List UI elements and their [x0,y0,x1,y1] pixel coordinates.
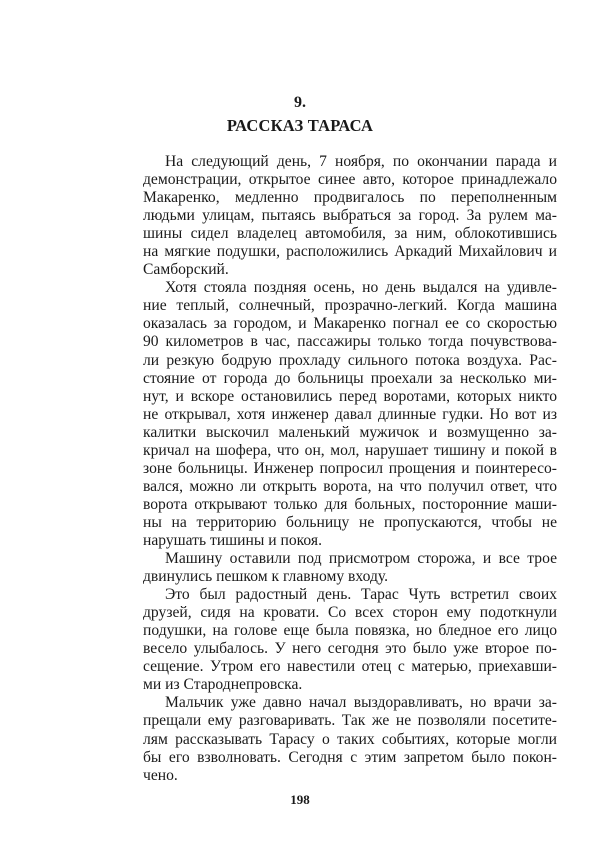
text-line: стояние от города до больницы проехали за несколько ми- [143,369,557,387]
text-line: чено. [143,766,178,784]
text-line: Мальчик уже давно начал выздоравливать, но врачи за- [165,694,557,712]
chapter-title: РАССКАЗ ТАРАСА [226,116,374,135]
chapter-body [143,153,557,785]
text-line: ми из Староднепровска. [143,676,303,694]
text-line: подушки, на голове еще была повязка, но бледное его лицо [143,622,557,640]
text-line: двинулись пешком к главному входу. [143,568,389,586]
text-line: ны на территорию больницу не пропускаются, чтобы не [143,513,557,531]
text-line: кричал на шофера, что он, мол, нарушает тишину и покой в [143,441,557,459]
text-line: лям рассказывать Тарасу о таких событиях, которые могли [143,730,557,748]
text-line: ние теплый, солнечный, прозрачно-легкий. Когда машина [143,297,557,315]
page-number: 198 [290,792,310,807]
paragraph [143,550,557,586]
text-line: На следующий день, 7 ноября, по окончании парада и [165,153,557,170]
text-line: нут, и вскоре остановились перед воротами, которых никто [143,387,557,405]
text-line: шины сидел владелец автомобиля, за ним, облокотившись [143,225,557,243]
text-line: прещали ему разговаривать. Так же не позволяли посетите- [143,712,557,730]
paragraph [143,586,557,694]
text-line: калитки выскочил маленький мужичок и возмущенно за- [143,423,557,441]
text-line: весело улыбалось. У него сегодня это было уже второе по- [143,640,557,658]
chapter-number: 9. [294,94,306,111]
text-line: сещение. Утром его навестили отец с матерью, приехавши- [143,658,557,676]
text-line: Машину оставили под присмотром сторожа, и все трое [165,550,557,568]
text-line: ли резкую бодрую прохладу сильного потока воздуха. Рас- [143,351,557,369]
text-line: Хотя стояла поздняя осень, но день выдался на удивле- [165,279,557,297]
paragraph [143,153,557,279]
text-line: вался, можно ли открыть ворота, на что получил ответ, что [143,477,557,495]
text-line: на мягкие подушки, расположились Аркадий Михайлович и [143,243,557,261]
text-line: зоне больницы. Инженер попросил прощения и поинтересо- [143,459,557,477]
text-line: ворота открывают только для больных, посторонние маши- [143,495,557,513]
text-line: Самборский. [143,261,229,279]
text-line: Это был радостный день. Тарас Чуть встретил своих [165,586,557,604]
text-line: бы его взволновать. Сегодня с этим запретом было покон- [143,748,557,766]
text-line: 90 километров в час, пассажиры только тогда почувствова- [143,333,557,351]
text-line: демонстрации, открытое синее авто, которое принадлежало [143,171,557,189]
text-line: не открывал, хотя инженер давал длинные гудки. Но вот из [143,405,557,423]
text-line: нарушать тишины и покоя. [143,531,322,549]
text-line: Макаренко, медленно продвигалось по переполненным [143,189,557,207]
paragraph [143,279,557,550]
text-line: друзей, сидя на кровати. Со всех сторон ему подоткнули [143,604,557,622]
paragraph [143,694,557,784]
text-line: людьми улицам, пытаясь выбраться за город. За рулем ма- [143,207,557,225]
text-line: оказалась за городом, и Макаренко погнал ее со скоростью [143,315,557,333]
